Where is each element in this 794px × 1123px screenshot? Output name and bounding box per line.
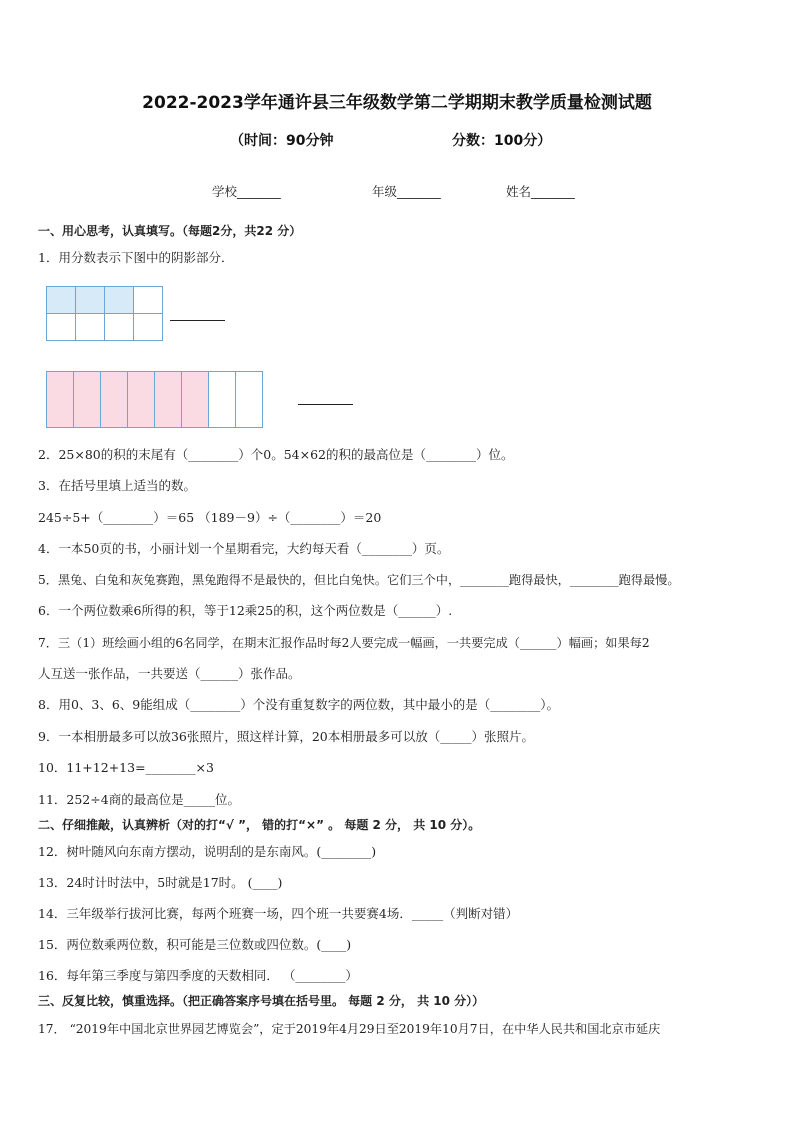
question-8: 8．用0、3、6、9能组成（________）个没有重复数字的两位数，其中最小的是（________）。 [38,697,560,712]
answer-blank-figure2[interactable] [298,404,353,405]
empty-cell [105,314,134,341]
empty-cell [236,372,263,428]
question-2: 2．25×80的积的末尾有（________）个0。54×62的积的最高位是（________）位。 [38,447,514,462]
school-field[interactable]: 学校_______ [212,184,281,199]
question-7-line2: 人互送一张作品，一共要送（______）张作品。 [38,666,301,681]
shaded-cell [182,372,209,428]
question-11: 11．252÷4商的最高位是_____位。 [38,792,240,807]
exam-score: 分数：100分） [452,133,552,149]
fraction-figure-grid [46,286,163,341]
shaded-cell [128,372,155,428]
shaded-cell [76,287,105,314]
question-7-line1: 7．三（1）班绘画小组的6名同学，在期末汇报作品时每2人要完成一幅画，一共要完成（______）幅画；如果每2 [38,636,650,650]
question-3-equations: 245÷5+（________）＝65 （189－9）÷（________）＝20 [38,510,382,525]
name-field[interactable]: 姓名_______ [506,184,575,199]
shaded-cell [105,287,134,314]
question-17: 17． “2019年中国北京世界园艺博览会”，定于2019年4月29日至2019年10月7日，在中华人民共和国北京市延庆 [38,1022,661,1036]
empty-cell [134,314,163,341]
empty-cell [209,372,236,428]
fraction-figure-strip [46,371,263,428]
answer-blank-figure1[interactable] [170,320,225,321]
question-14: 14．三年级举行拔河比赛，每两个班赛一场，四个班一共要赛4场．_____（判断对错） [38,906,519,921]
shaded-cell [155,372,182,428]
shaded-cell [74,372,101,428]
empty-cell [76,314,105,341]
grade-field[interactable]: 年级_______ [372,184,441,199]
exam-title: 2022-2023学年通许县三年级数学第二学期期末教学质量检测试题 [142,93,652,113]
question-13: 13．24时计时法中，5时就是17时。 (____) [38,875,283,890]
shaded-cell [47,372,74,428]
question-3: 3．在括号里填上适当的数。 [38,478,196,493]
shaded-cell [101,372,128,428]
question-6: 6．一个两位数乘6所得的积，等于12乘25的积，这个两位数是（______）. [38,603,453,618]
question-4: 4．一本50页的书，小丽计划一个星期看完，大约每天看（________）页。 [38,541,450,556]
question-15: 15．两位数乘两位数，积可能是三位数或四位数。(____) [38,937,352,952]
question-12: 12．树叶随风向东南方摆动，说明刮的是东南风。(________) [38,844,377,859]
question-1: 1．用分数表示下图中的阴影部分． [38,250,234,265]
empty-cell [134,287,163,314]
section1-title: 一、用心思考，认真填写。（每题2分，共22 分） [38,224,302,238]
empty-cell [47,314,76,341]
shaded-cell [47,287,76,314]
question-16: 16．每年第三季度与第四季度的天数相同． （________） [38,968,358,983]
exam-time: （时间：90分钟 [230,133,334,149]
section2-title: 二、仔细推敲，认真辨析（对的打“√ ”， 错的打“×” 。 每题 2 分， 共 10 分）。 [38,818,481,832]
section3-title: 三、反复比较，慎重选择。（把正确答案序号填在括号里。 每题 2 分， 共 10 分）） [38,994,485,1008]
question-5: 5．黑兔、白兔和灰兔赛跑，黑兔跑得不是最快的，但比白兔快。它们三个中，________跑得最快，________跑得最慢。 [38,573,680,587]
question-9: 9．一本相册最多可以放36张照片，照这样计算，20本相册最多可以放（_____）张照片。 [38,729,535,744]
question-10: 10．11+12+13=________×3 [38,760,214,775]
